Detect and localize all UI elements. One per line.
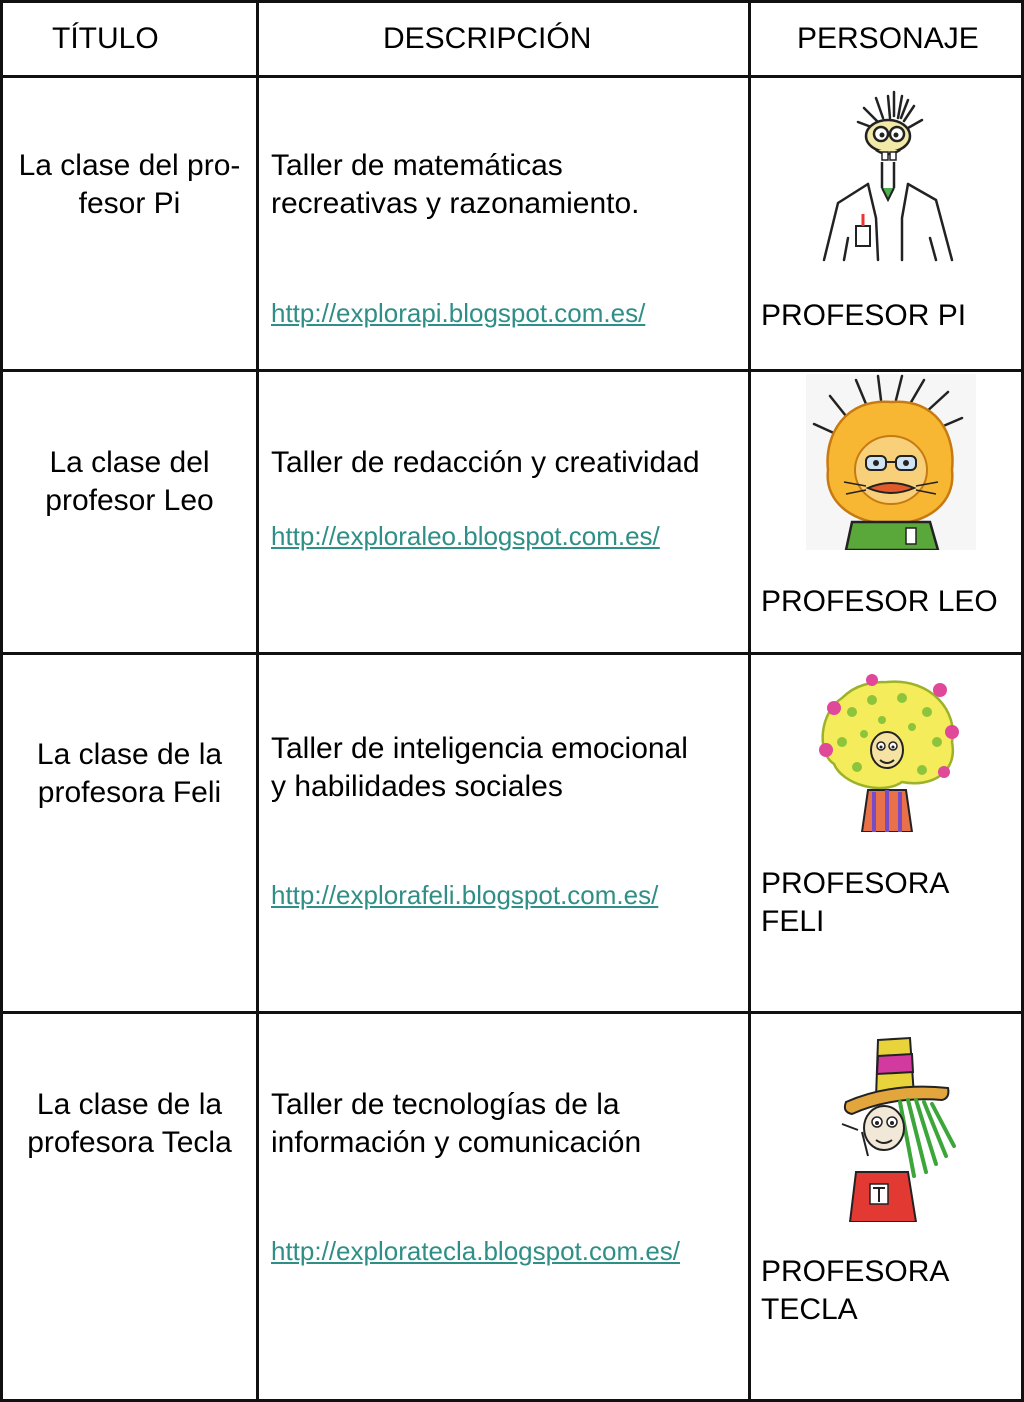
row-description-line: Taller de redacción y creatividad <box>271 446 700 479</box>
table-divider-row1 <box>0 369 1024 372</box>
table-border-top <box>0 0 1024 3</box>
row-title <box>3 736 256 812</box>
row-title-line: profesora Feli <box>37 776 222 809</box>
blog-link-tecla[interactable]: http://exploratecla.blogspot.com.es/ <box>271 1236 681 1266</box>
table-divider-col2 <box>748 0 751 1402</box>
character-name-line: PROFESORA <box>761 867 950 900</box>
professor-pi-illustration <box>818 88 963 263</box>
row-description <box>271 1086 741 1162</box>
row-title-line: La clase del pro- <box>18 149 241 182</box>
row-title-line: profesora Tecla <box>27 1126 232 1159</box>
row-description <box>271 730 741 806</box>
character-name-line: PROFESORA <box>761 1255 950 1288</box>
row-description-line: Taller de matemáticas <box>271 149 563 182</box>
character-name-line: PROFESOR LEO <box>761 585 998 618</box>
row-description-line: recreativas y razonamiento. <box>271 187 640 220</box>
row-title-line: profesor Leo <box>45 484 214 517</box>
professor-leo-illustration <box>806 374 976 550</box>
professor-feli-illustration <box>812 672 962 832</box>
character-name <box>761 865 949 941</box>
row-description <box>271 147 741 223</box>
header-description: DESCRIPCIÓN <box>383 22 592 55</box>
row-description-line: y habilidades sociales <box>271 770 563 803</box>
character-name <box>761 297 966 335</box>
row-title-line: La clase de la <box>36 1088 223 1121</box>
row-description-line: Taller de inteligencia emocional <box>271 732 688 765</box>
character-name <box>761 583 998 621</box>
row-description-line: información y comunicación <box>271 1126 642 1159</box>
character-name-line: FELI <box>761 905 825 938</box>
row-title <box>3 147 256 223</box>
row-title-line: La clase de la <box>36 738 223 771</box>
professor-tecla-illustration <box>822 1036 962 1222</box>
header-character: PERSONAJE <box>797 22 979 55</box>
header-title: TÍTULO <box>52 22 159 55</box>
blog-link-feli[interactable]: http://explorafeli.blogspot.com.es/ <box>271 880 659 910</box>
table-divider-row2 <box>0 652 1024 655</box>
row-description-line: Taller de tecnologías de la <box>271 1088 620 1121</box>
character-name-line: PROFESOR PI <box>761 299 967 332</box>
character-name-line: TECLA <box>761 1293 858 1326</box>
row-title-line: La clase del <box>49 446 210 479</box>
table-divider-header <box>0 75 1024 78</box>
blog-link-leo[interactable]: http://exploraleo.blogspot.com.es/ <box>271 521 660 551</box>
table-divider-col1 <box>256 0 259 1402</box>
blog-link-pi[interactable]: http://explorapi.blogspot.com.es/ <box>271 298 646 328</box>
row-title <box>3 1086 256 1162</box>
row-title-line: fesor Pi <box>78 187 181 220</box>
character-name <box>761 1253 949 1329</box>
table-divider-row3 <box>0 1011 1024 1014</box>
row-title <box>3 444 256 520</box>
row-description <box>271 444 741 482</box>
